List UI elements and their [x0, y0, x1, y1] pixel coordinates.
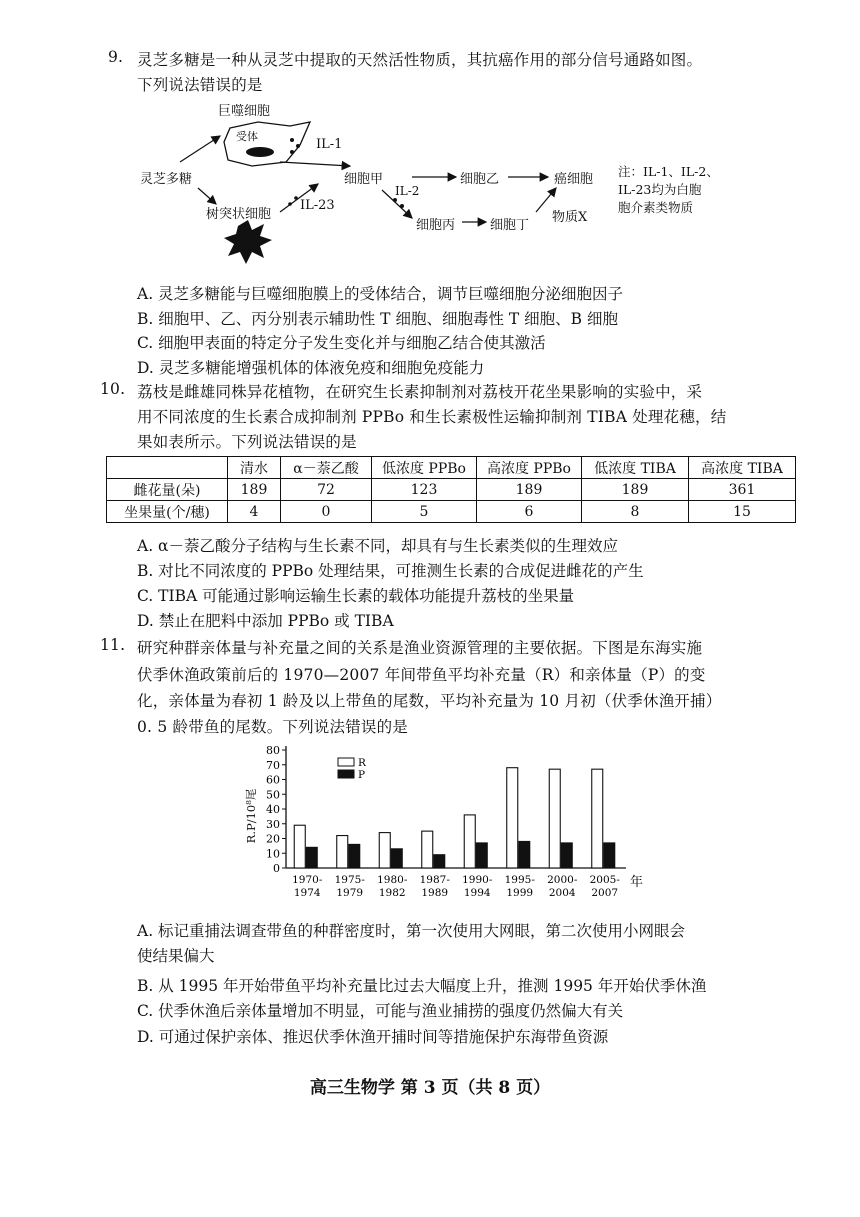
- label-il23: IL-23: [300, 198, 335, 213]
- legend-label-P: P: [358, 769, 366, 781]
- q11-bar-chart: [240, 740, 644, 910]
- q11-stem-line3: 化，亲体量为春初 1 龄及以上带鱼的尾数，平均补充量为 10 月初（伏季休渔开捕）: [137, 692, 722, 710]
- q11-option-d: D. 可通过保护亲体、推迟伏季休渔开捕时间等措施保护东海带鱼资源: [137, 1028, 609, 1046]
- table-cell: 123: [372, 479, 477, 501]
- label-receptor: 受体: [236, 130, 258, 143]
- y-tick-label: 10: [266, 847, 280, 861]
- y-tick-label: 30: [266, 817, 280, 831]
- q11-option-a: A. 标记重捕法调查带鱼的种群密度时，第一次使用大网眼，第二次使用小网眼会: [137, 922, 686, 940]
- table-cell: 0: [281, 501, 372, 523]
- q9-number: 9.: [108, 48, 124, 66]
- chart-ylabel: R.P/10⁸尾: [244, 788, 258, 844]
- q10-results-table: [106, 456, 796, 523]
- q10-stem-line3: 果如表所示。下列说法错误的是: [137, 433, 357, 451]
- label-substance-x: 物质X: [552, 210, 588, 225]
- legend-swatch-R: [338, 758, 354, 766]
- x-tick-label: 1995-: [504, 874, 535, 886]
- table-header-cell: 低浓度 TIBA: [582, 457, 689, 479]
- y-tick-label: 0: [273, 862, 280, 875]
- label-cell-d: 细胞丁: [490, 218, 530, 233]
- bar-P: [434, 855, 445, 868]
- bar-R: [507, 768, 518, 868]
- table-cell: 坐果量(个/穗): [107, 501, 228, 523]
- table-header-cell: 高浓度 TIBA: [689, 457, 796, 479]
- q10-option-b: B. 对比不同浓度的 PPBo 处理结果，可推测生长素的合成促进雌花的产生: [137, 562, 644, 580]
- x-tick-label: 1999: [506, 887, 534, 899]
- x-tick-label: 1974: [293, 887, 321, 899]
- q11-stem-line1: 研究种群亲体量与补充量之间的关系是渔业资源管理的主要依据。下图是东海实施: [137, 639, 703, 657]
- label-polysaccharide: 灵芝多糖: [140, 172, 193, 187]
- x-tick-label: 1979: [336, 887, 364, 899]
- bar-R: [379, 833, 390, 868]
- label-cancer-cell: 癌细胞: [554, 172, 594, 187]
- y-tick-label: 70: [266, 758, 280, 772]
- table-row: [107, 501, 796, 523]
- q10-number: 10.: [100, 380, 126, 398]
- q9-stem-line2: 下列说法错误的是: [137, 76, 263, 94]
- q10-option-d: D. 禁止在肥料中添加 PPBo 或 TIBA: [137, 612, 394, 630]
- bar-R: [337, 836, 348, 868]
- y-tick-label: 80: [266, 744, 280, 757]
- label-cell-a: 细胞甲: [344, 172, 384, 187]
- bar-P: [476, 843, 487, 868]
- q11-stem-line4: 0. 5 龄带鱼的尾数。下列说法错误的是: [137, 718, 409, 736]
- q9-option-a: A. 灵芝多糖能与巨噬细胞膜上的受体结合，调节巨噬细胞分泌细胞因子: [137, 285, 624, 303]
- table-cell: 189: [477, 479, 582, 501]
- bar-R: [422, 831, 433, 868]
- table-row: [107, 479, 796, 501]
- x-tick-label: 1990-: [462, 874, 493, 886]
- bar-R: [294, 825, 305, 868]
- table-cell: 8: [582, 501, 689, 523]
- table-header-cell: [107, 457, 228, 479]
- q11-number: 11.: [100, 636, 126, 654]
- bar-chart-svg: [240, 740, 644, 910]
- q9-option-c: C. 细胞甲表面的特定分子发生变化并与细胞乙结合使其激活: [137, 334, 546, 352]
- x-tick-label: 2005-: [589, 874, 620, 886]
- diagram-note-line1: 注：IL-1、IL-2、: [618, 164, 719, 179]
- q11-stem-line2: 伏季休渔政策前后的 1970—2007 年间带鱼平均补充量（R）和亲体量（P）的变: [137, 666, 706, 684]
- bar-P: [391, 849, 402, 868]
- diagram-note-line3: 胞介素类物质: [618, 200, 694, 215]
- y-tick-label: 40: [266, 803, 280, 816]
- label-dendritic: 树突状细胞: [206, 207, 272, 222]
- x-tick-label: 1994: [463, 887, 491, 899]
- q9-pathway-diagram: [140, 100, 760, 270]
- bar-P: [604, 843, 615, 868]
- y-tick-label: 50: [266, 788, 280, 802]
- table-cell: 189: [582, 479, 689, 501]
- q10-option-c: C. TIBA 可能通过影响运输生长素的载体功能提升荔枝的坐果量: [137, 587, 575, 605]
- table-cell: 6: [477, 501, 582, 523]
- x-tick-label: 1975-: [334, 874, 365, 886]
- table-cell: 雌花量(朵): [107, 479, 228, 501]
- label-il2: IL-2: [395, 184, 420, 198]
- table-header-row: [107, 457, 796, 479]
- q9-stem-line1: 灵芝多糖是一种从灵芝中提取的天然活性物质，其抗癌作用的部分信号通路如图。: [137, 51, 703, 69]
- x-tick-label: 2007: [591, 887, 619, 899]
- y-tick-label: 20: [266, 832, 280, 846]
- x-tick-label: 1989: [421, 887, 449, 899]
- x-tick-label: 1970-: [292, 874, 323, 886]
- label-il1: IL-1: [316, 137, 343, 152]
- x-tick-label: 1987-: [419, 874, 450, 886]
- table-cell: 189: [228, 479, 281, 501]
- label-cell-b: 细胞乙: [460, 172, 500, 187]
- table-header-cell: 低浓度 PPBo: [372, 457, 477, 479]
- bar-P: [561, 843, 572, 868]
- bar-P: [306, 847, 317, 868]
- q10-stem-line2: 用不同浓度的生长素合成抑制剂 PPBo 和生长素极性运输抑制剂 TIBA 处理花穗，结: [137, 408, 727, 426]
- q11-option-b: B. 从 1995 年开始带鱼平均补充量比过去大幅度上升，推测 1995 年开始伏季休渔: [137, 977, 707, 995]
- table-header-cell: α－萘乙酸: [281, 457, 372, 479]
- bar-P: [519, 841, 530, 868]
- label-macrophage: 巨噬细胞: [218, 104, 271, 119]
- label-cell-c: 细胞丙: [416, 218, 456, 233]
- table-header-cell: 清水: [228, 457, 281, 479]
- q10-stem-line1: 荔枝是雌雄同株异花植物，在研究生长素抑制剂对荔枝开花坐果影响的实验中，采: [137, 383, 703, 401]
- table-header-cell: 高浓度 PPBo: [477, 457, 582, 479]
- table-cell: 361: [689, 479, 796, 501]
- x-tick-label: 1982: [378, 887, 406, 899]
- x-axis-unit: 年: [630, 875, 644, 890]
- dendritic-cell-shape: [224, 220, 272, 264]
- q10-option-a: A. α－萘乙酸分子结构与生长素不同，却具有与生长素类似的生理效应: [137, 537, 619, 555]
- table-cell: 5: [372, 501, 477, 523]
- diagram-note-line2: IL-23均为白胞: [618, 182, 702, 197]
- table-cell: 4: [228, 501, 281, 523]
- y-tick-label: 60: [266, 773, 280, 787]
- q9-option-d: D. 灵芝多糖能增强机体的体液免疫和细胞免疫能力: [137, 359, 485, 377]
- table-cell: 15: [689, 501, 796, 523]
- q11-option-a-cont: 使结果偏大: [137, 947, 215, 965]
- page-footer: 高三生物学 第 3 页（共 8 页）: [309, 1078, 551, 1098]
- table-cell: 72: [281, 479, 372, 501]
- chart-ylabel-wrap: [236, 770, 260, 860]
- bar-R: [464, 815, 475, 868]
- bar-R: [549, 769, 560, 868]
- q11-option-c: C. 伏季休渔后亲体量增加不明显，可能与渔业捕捞的强度仍然偏大有关: [137, 1002, 624, 1020]
- legend-label-R: R: [358, 757, 366, 769]
- x-tick-label: 2004: [548, 887, 576, 899]
- macrophage-nucleus: [246, 147, 274, 157]
- bar-R: [592, 769, 603, 868]
- bar-P: [349, 844, 360, 868]
- legend-swatch-P: [338, 770, 354, 778]
- q9-option-b: B. 细胞甲、乙、丙分别表示辅助性 T 细胞、细胞毒性 T 细胞、B 细胞: [137, 310, 618, 328]
- x-tick-label: 1980-: [377, 874, 408, 886]
- x-tick-label: 2000-: [547, 874, 578, 886]
